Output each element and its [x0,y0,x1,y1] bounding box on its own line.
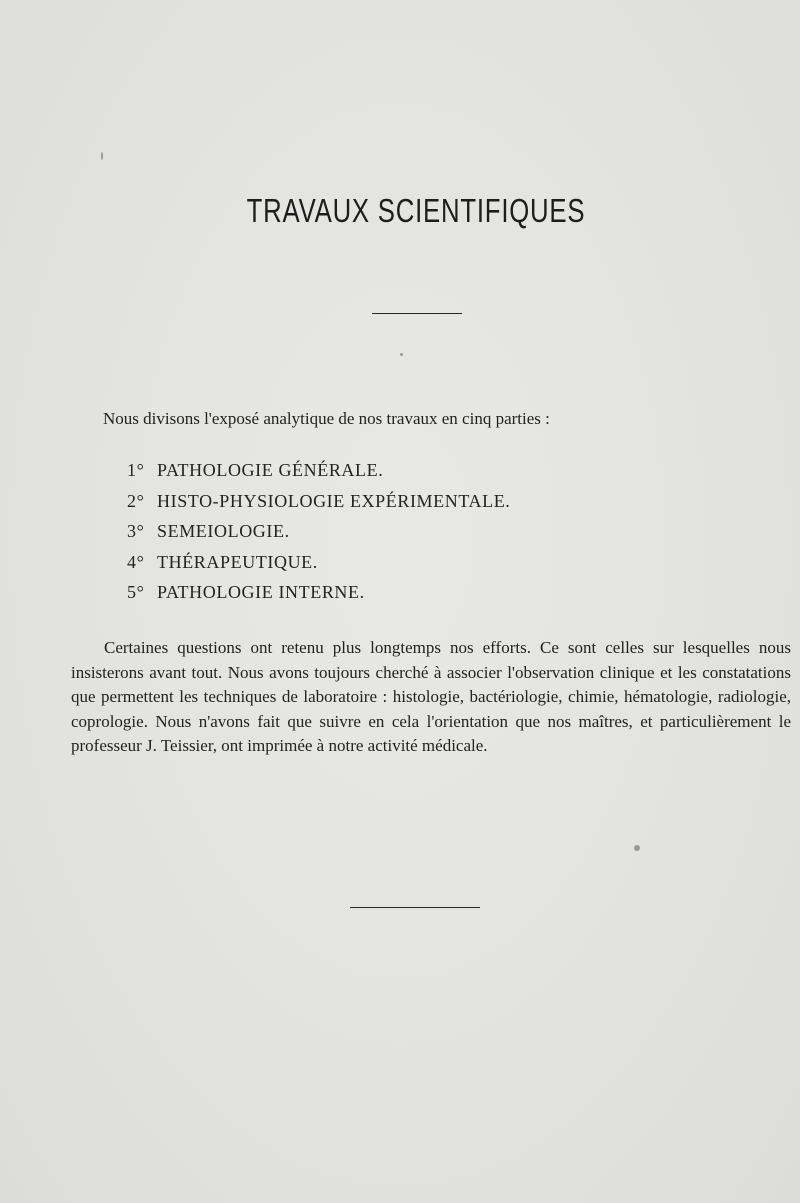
page-title: TRAVAUX SCIENTIFIQUES [246,192,586,229]
paper-speck [634,845,640,851]
body-paragraph: Certaines questions ont retenu plus longtemps nos efforts. Ce sont celles sur lesquelles nous insisterons avant tout. Nous avons toujours cherché à associer l'observation clinique et les constatations que permettent les techniques de laboratoire : histologie, bactériologie, chimie, hématologie, radiologie, coprologie. Nous n'avons fait que suivre en cela l'orientation que nos maîtres, et particulièrement le professeur J. Teissier, ont imprimée à notre activité médicale. [71,638,791,756]
item-number: 2° [127,490,145,511]
item-label: PATHOLOGIE GÉNÉRALE. [157,460,384,480]
list-item [127,550,510,581]
paper-speck [400,353,403,356]
item-label: SEMEIOLOGIE. [157,521,290,541]
item-number: 4° [127,551,145,572]
list-item [127,580,510,611]
item-number: 5° [127,582,145,602]
item-label: PATHOLOGIE INTERNE. [157,582,365,602]
parts-list [127,458,510,611]
list-item [127,519,510,550]
item-number: 1° [127,460,145,480]
paper-speck [101,152,103,160]
closing-divider [350,907,480,908]
list-item [127,489,510,520]
list-item [127,458,510,489]
intro-sentence: Nous divisons l'exposé analytique de nos travaux en cinq parties : [103,409,550,428]
item-number: 3° [127,521,145,541]
item-label: HISTO-PHYSIOLOGIE EXPÉRIMENTALE. [157,490,511,511]
item-label: THÉRAPEUTIQUE. [157,551,318,572]
title-divider [372,313,462,314]
